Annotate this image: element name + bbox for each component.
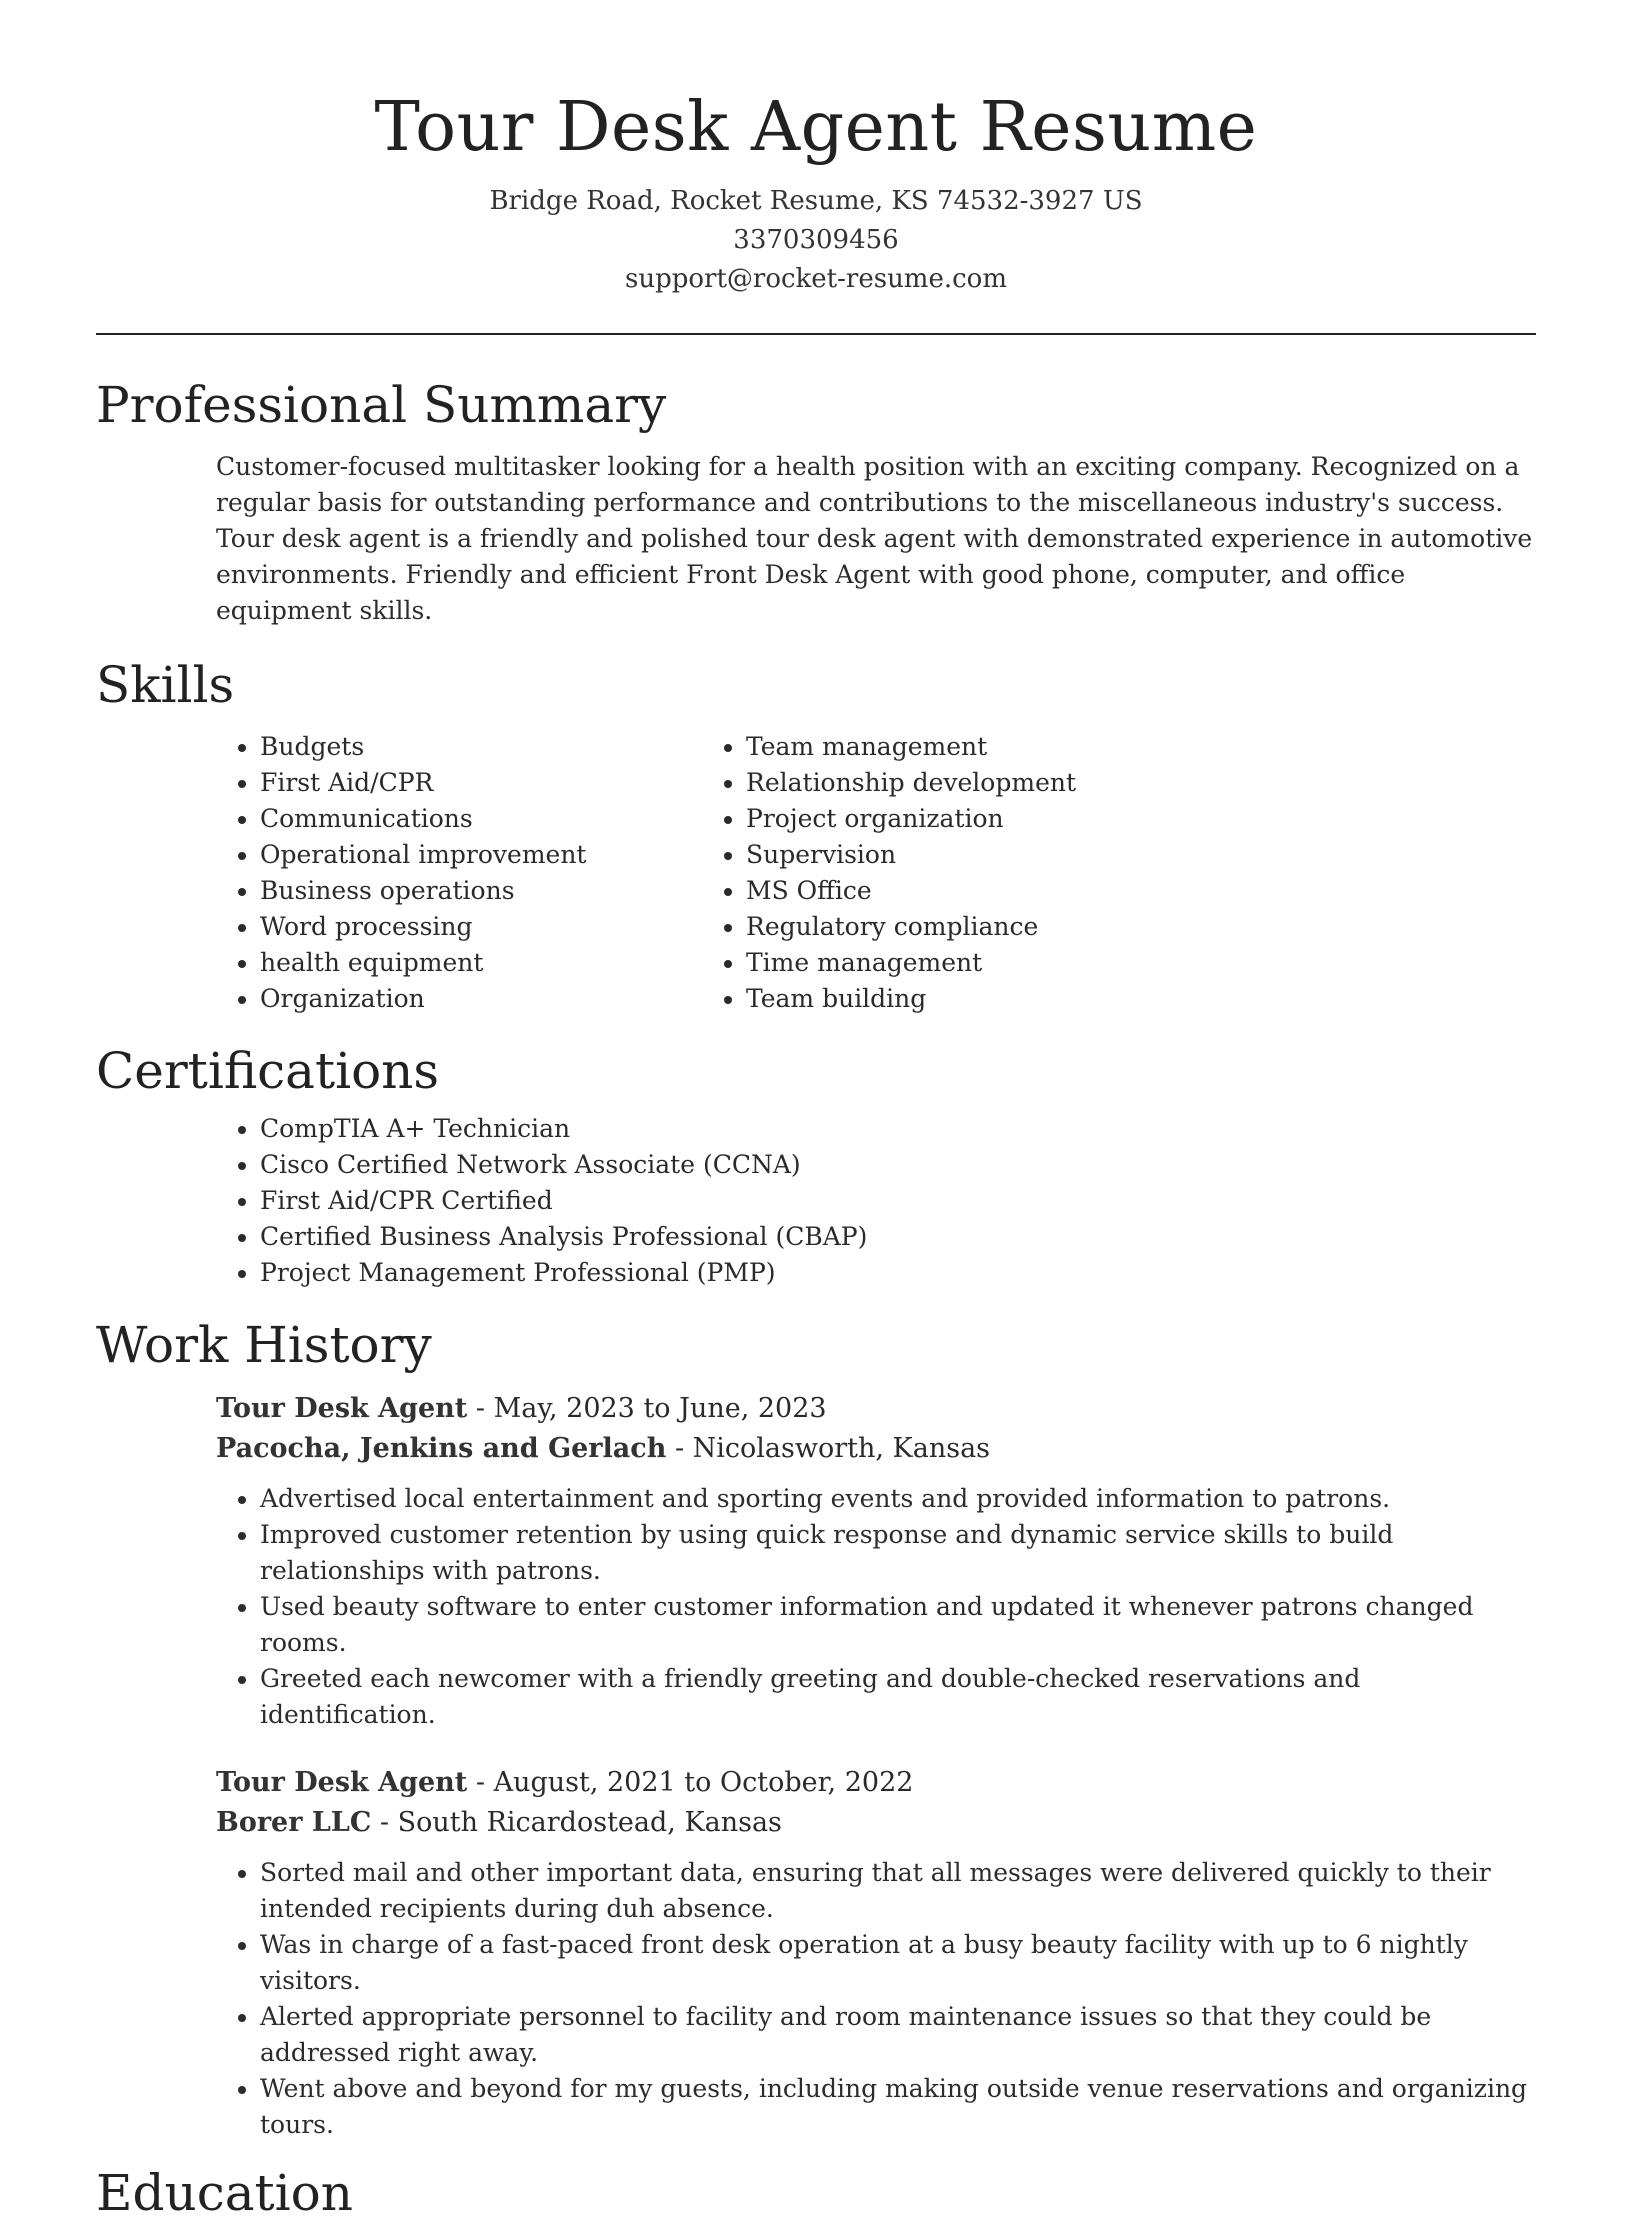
phone-number: 3370309456 bbox=[733, 225, 899, 255]
job-entry bbox=[216, 1763, 1536, 2143]
job-bullets bbox=[216, 1481, 1536, 1733]
summary-section bbox=[96, 373, 1536, 629]
skills-right-column bbox=[582, 729, 1306, 1017]
email-address: support@rocket-resume.com bbox=[624, 264, 1007, 294]
contact-info bbox=[96, 182, 1536, 299]
job-bullet: • Used beauty software to enter customer information and updated it whenever patrons changed rooms. bbox=[260, 1589, 1536, 1661]
job-title-line bbox=[216, 1763, 1536, 1803]
job-bullet: • Sorted mail and other important data, ensuring that all messages were delivered quickly to their intended recipients during duh absence. bbox=[260, 1855, 1536, 1927]
skill-item: • Project organization bbox=[746, 801, 1306, 837]
job-bullet: • Alerted appropriate personnel to facility and room maintenance issues so that they could be addressed right away. bbox=[260, 1999, 1536, 2071]
work-history-section bbox=[96, 1313, 1536, 2143]
skill-item: • MS Office bbox=[746, 873, 1306, 909]
skill-item: • Budgets bbox=[260, 729, 746, 765]
job-company: Borer LLC bbox=[216, 1807, 372, 1838]
job-bullet: • Advertised local entertainment and sporting events and provided information to patrons. bbox=[260, 1481, 1536, 1517]
certification-item: • Cisco Certified Network Associate (CCNA) bbox=[260, 1147, 1536, 1183]
resume-page bbox=[96, 0, 1536, 2225]
summary-text: Customer-focused multitasker looking for a health position with an exciting company. Recognized on a regular basis for outstanding performance and contributions to the miscellaneous industry's success. Tour desk agent is a friendly and polished tour desk agent with demonstrated experience in automotive environments. Friendly and efficient Front Desk Agent with good phone, computer, and office equipment skills. bbox=[216, 452, 1533, 625]
education-heading: Education bbox=[96, 2164, 353, 2222]
certification-item: • CompTIA A+ Technician bbox=[260, 1111, 1536, 1147]
skill-item: • Organization bbox=[260, 981, 746, 1017]
skill-item: • Word processing bbox=[260, 909, 746, 945]
job-bullet: • Went above and beyond for my guests, including making outside venue reservations and organizing tours. bbox=[260, 2071, 1536, 2143]
skill-item: • Operational improvement bbox=[260, 837, 746, 873]
job-entry bbox=[216, 1389, 1536, 1733]
certifications-heading: Certifications bbox=[96, 1042, 440, 1100]
resume-header bbox=[96, 0, 1536, 299]
education-section bbox=[96, 2161, 1536, 2225]
job-company-line bbox=[216, 1803, 1536, 1843]
certifications-section bbox=[96, 1039, 1536, 1291]
certifications-list bbox=[96, 1111, 1536, 1291]
skill-item: • First Aid/CPR bbox=[260, 765, 746, 801]
skill-item: • Regulatory compliance bbox=[746, 909, 1306, 945]
job-bullets bbox=[216, 1855, 1536, 2143]
job-title-line bbox=[216, 1389, 1536, 1429]
skills-grid bbox=[96, 729, 1536, 1017]
certification-item: • First Aid/CPR Certified bbox=[260, 1183, 1536, 1219]
summary-heading: Professional Summary bbox=[96, 376, 667, 434]
job-dates: - August, 2021 to October, 2022 bbox=[467, 1767, 914, 1798]
skill-item: • Supervision bbox=[746, 837, 1306, 873]
skill-item: • Business operations bbox=[260, 873, 746, 909]
job-role: Tour Desk Agent bbox=[216, 1393, 468, 1424]
certification-item: • Project Management Professional (PMP) bbox=[260, 1255, 1536, 1291]
skill-item: • health equipment bbox=[260, 945, 746, 981]
job-company-line bbox=[216, 1429, 1536, 1469]
skill-item: • Team building bbox=[746, 981, 1306, 1017]
job-bullet: • Improved customer retention by using quick response and dynamic service skills to build relationships with patrons. bbox=[260, 1517, 1536, 1589]
certification-item: • Certified Business Analysis Professional (CBAP) bbox=[260, 1219, 1536, 1255]
work-history-heading: Work History bbox=[96, 1316, 432, 1374]
job-location: - South Ricardostead, Kansas bbox=[371, 1807, 782, 1838]
header-divider bbox=[96, 333, 1536, 335]
job-company: Pacocha, Jenkins and Gerlach bbox=[216, 1433, 667, 1464]
job-bullet: • Was in charge of a fast-paced front desk operation at a busy beauty facility with up to 6 nightly visitors. bbox=[260, 1927, 1536, 1999]
job-dates: - May, 2023 to June, 2023 bbox=[467, 1393, 827, 1424]
skill-item: • Communications bbox=[260, 801, 746, 837]
address: Bridge Road, Rocket Resume, KS 74532-3927 US bbox=[489, 186, 1143, 216]
job-bullet: • Greeted each newcomer with a friendly greeting and double-checked reservations and identification. bbox=[260, 1661, 1536, 1733]
skill-item: • Team management bbox=[746, 729, 1306, 765]
skill-item: • Time management bbox=[746, 945, 1306, 981]
job-location: - Nicolasworth, Kansas bbox=[666, 1433, 991, 1464]
skills-heading: Skills bbox=[96, 656, 235, 714]
skills-section bbox=[96, 653, 1536, 1017]
skill-item: • Relationship development bbox=[746, 765, 1306, 801]
resume-title: Tour Desk Agent Resume bbox=[374, 88, 1258, 167]
job-role: Tour Desk Agent bbox=[216, 1767, 468, 1798]
